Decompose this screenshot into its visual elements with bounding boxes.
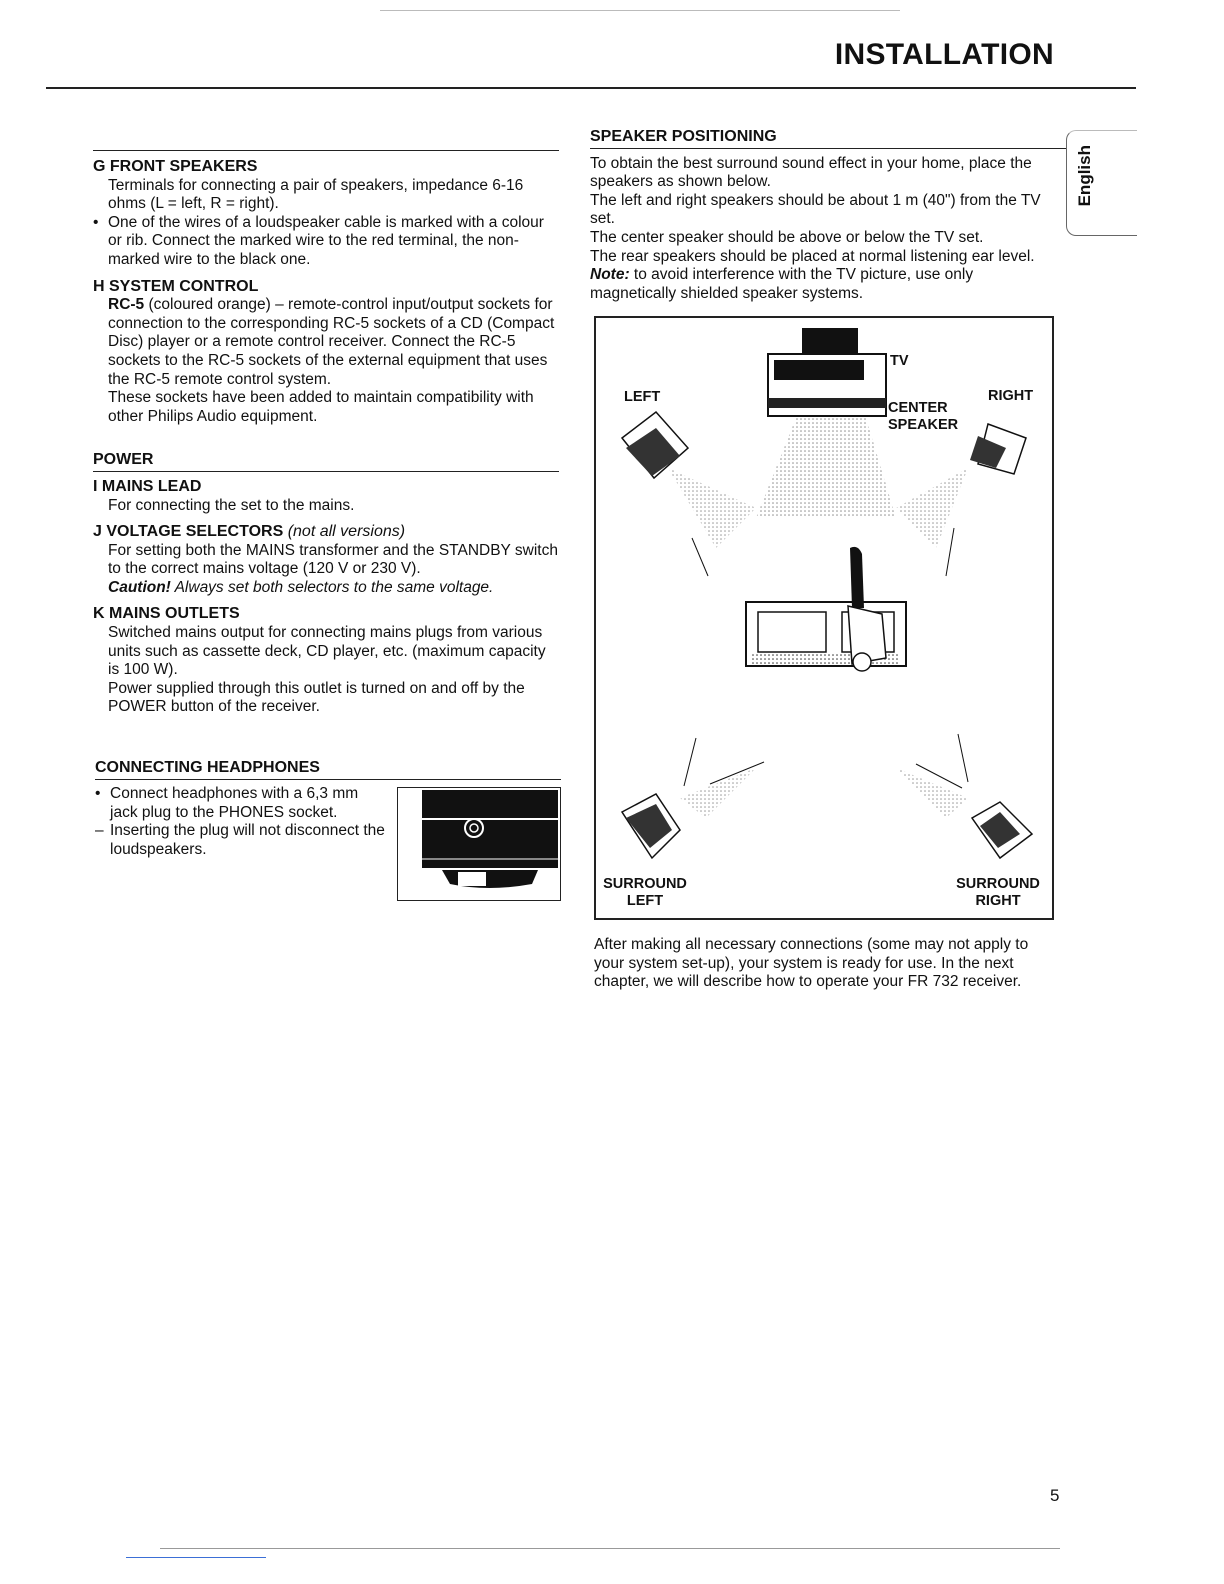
mains-outlets-heading: K MAINS OUTLETS [93,605,240,623]
diagram-label-left: LEFT [624,389,661,405]
surround-left-line-2: LEFT [626,893,664,909]
mains-outlets-text: Switched mains output for connecting mains plugs from various units such as cassette deck, CD player, etc. (maximum capacity is 100 W). [108,624,546,679]
system-control-heading: H SYSTEM CONTROL [93,277,259,295]
scan-artifact-top [380,10,900,11]
mains-lead-text: For connecting the set to the mains. [108,496,355,514]
page-title: INSTALLATION [834,38,1054,71]
diagram-label-surround-right [950,876,1046,910]
system-control-section [93,278,559,427]
surround-left-line-1: SURROUND [603,876,687,892]
left-top-rule [93,132,559,151]
header-rule [46,87,1136,89]
diagram-label-right: RIGHT [988,388,1034,404]
phones-socket-drawing [398,788,560,900]
mains-outlets-text-2: Power supplied through this outlet is turned on and off by the POWER button of the receiver. [108,679,525,716]
headphones-dash-text: Inserting the plug will not disconnect the loudspeakers. [110,822,385,858]
closing-text: After making all necessary connections (some may not apply to your system set-up), your system is ready for use. In the next chapter, we will describe how to operate your FR 732 receiver. [594,936,1029,991]
voltage-caution [93,579,559,598]
voltage-selectors-heading [93,523,559,542]
system-control-compat: These sockets have been added to maintain compatibility with other Philips Audio equipment. [108,389,534,425]
surround-right-line-2: RIGHT [975,893,1021,909]
voltage-selectors-text: For setting both the MAINS transformer and the STANDBY switch to the correct mains voltage (120 V or 230 V). [108,541,558,578]
headphones-heading: CONNECTING HEADPHONES [95,759,561,780]
center-label-line-1: CENTER [888,400,948,416]
front-speakers-bullet [93,214,559,270]
speaker-layout-drawing [596,318,1052,918]
speaker-positioning-p2: The left and right speakers should be about 1 m (40") from the TV set. [590,191,1041,228]
front-speakers-section [93,158,559,270]
diagram-label-center-speaker [888,400,958,434]
caution-text: Always set both selectors to the same voltage. [170,578,494,596]
diagram-label-tv: TV [890,353,909,369]
mains-lead-heading: I MAINS LEAD [93,477,202,495]
headphones-dash [95,822,390,859]
left-column [93,132,559,717]
front-speakers-bullet-text: One of the wires of a loudspeaker cable is marked with a colour or rib. Connect the marked wire to the red terminal, the non-marked wire to the black one. [108,213,544,268]
speaker-positioning-p3: The center speaker should be above or below the TV set. [590,228,984,246]
page-number: 5 [1050,1486,1060,1505]
note-text: to avoid interference with the TV picture, use only magnetically shielded speaker systems. [590,266,974,302]
bullet-marker: • [95,785,101,802]
rc5-label: RC-5 [108,296,145,314]
system-control-rc5 [93,296,559,389]
speaker-layout-diagram [594,316,1054,920]
headphones-text [95,785,390,859]
diagram-label-surround-left [600,876,690,910]
right-column [590,128,1058,303]
scan-artifact-bottom [160,1548,1060,1549]
front-speakers-heading: G FRONT SPEAKERS [93,158,258,175]
headphones-section [95,759,561,780]
headphones-bullet [95,785,390,822]
speaker-positioning-p4: The rear speakers should be placed at normal listening ear level. [590,247,1035,265]
scan-artifact-blue [126,1557,266,1558]
speaker-positioning-p1: To obtain the best surround sound effect in your home, place the speakers as shown below. [590,154,1032,191]
dash-marker: – [95,822,104,840]
speaker-positioning-heading: SPEAKER POSITIONING [590,128,1066,149]
front-speakers-description: Terminals for connecting a pair of speakers, impedance 6-16 ohms (L = left, R = right). [108,176,524,213]
phones-socket-illustration [397,787,561,901]
caution-label: Caution! [108,578,171,596]
voltage-heading-note: (not all versions) [283,523,406,541]
language-tab [1066,130,1137,236]
rc5-text: (coloured orange) – remote-control input/output sockets for connection to the corresponding RC-5 sockets of a CD (Compact Disc) player or a remote control receiver. Connect the RC-5 sockets to the RC-5 sockets of the external equipment that uses the RC-5 remote control system. [108,296,555,388]
center-label-line-2: SPEAKER [888,417,959,433]
surround-right-line-1: SURROUND [956,876,1040,892]
bullet-marker: • [93,213,99,231]
note-label: Note: [590,266,630,284]
language-tab-label: English [1075,145,1094,207]
headphones-bullet-text: Connect headphones with a 6,3 mm jack plug to the PHONES socket. [110,785,359,821]
voltage-heading-main: J VOLTAGE SELECTORS [93,523,284,541]
speaker-positioning-note [590,266,1058,303]
closing-paragraph [594,936,1050,992]
power-heading: POWER [93,451,559,472]
power-section [93,451,559,717]
